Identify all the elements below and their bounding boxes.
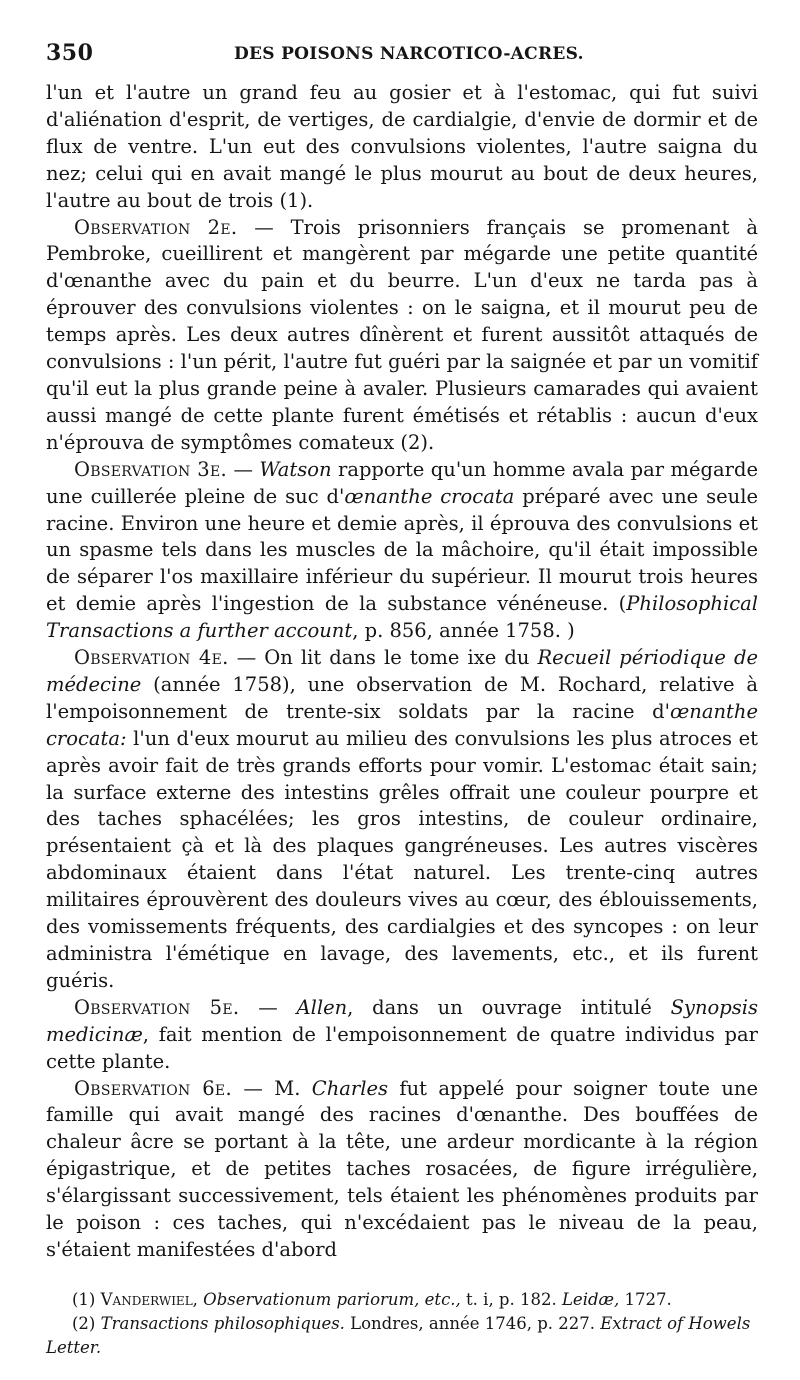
text-run: — xyxy=(227,457,260,481)
footnote-author: Vanderwiel, xyxy=(100,1290,198,1309)
text-run: — On lit dans le tome ixe du xyxy=(228,646,538,670)
footnote-extract: Extract of Howels Letter. xyxy=(46,1314,751,1357)
footnote-1 xyxy=(46,1288,758,1312)
text-run: , p. 856, année 1758. ) xyxy=(352,619,575,643)
observation-label: Observation 5e. xyxy=(74,995,240,1019)
source-title: Philosophical Transactions a further account xyxy=(46,592,758,643)
text-run: — xyxy=(239,995,297,1019)
plant-name: œnanthe crocata: xyxy=(46,699,758,750)
text-run: 1727. xyxy=(619,1290,672,1309)
observation-2 xyxy=(46,215,758,457)
text-run: fut appelé pour soigner toute une famille qui avait mangé des racines d'œnanthe. Des bouffées de chaleur âcre se portant à la tête, une ardeur mordicante à la région épigastrique, et de petites taches rosacées, de figure irrégulière, s'élargissant successivement, tels étaient les phénomènes produits par le poison : ces taches, qui n'excédaient pas le niveau de la peau, s'étaient manifestées d'abord xyxy=(46,1076,758,1261)
footnote-place: Leidæ, xyxy=(561,1290,620,1309)
observation-label: Observation 4e. xyxy=(74,646,229,670)
text-run: préparé avec une seule racine. Environ une heure et demie après, il éprouva des convulsions et un spasme tels dans les muscles de la mâchoire, qu'il était impossible de séparer l'os maxillaire inférieur du supérieur. Il mourut trois heures et demie après l'ingestion de la substance vénéneuse. ( xyxy=(46,484,758,616)
page-header xyxy=(46,40,758,70)
observation-text: — Trois prisonniers français se promenant à Pembroke, cueillirent et mangèrent par mégarde une petite quantité d'œnanthe avec du pain et du beurre. L'un d'eux ne tarda pas à éprouver des convulsions violentes : on le saigna, et il mourut peu de temps après. Les deux autres dînèrent et furent aussitôt attaqués de convulsions : l'un périt, l'autre fut guéri par la saignée et par un vomitif qu'il eut la plus grande peine à avaler. Plusieurs camarades qui avaient aussi mangé de cette plante furent émétisés et rétablis : aucun d'eux n'éprouva de symptômes comateux (2). xyxy=(46,215,758,454)
footnote-2 xyxy=(46,1312,758,1360)
footnotes xyxy=(46,1288,758,1360)
work-title: Synopsis medicinæ xyxy=(46,995,758,1046)
observation-label: Observation 2e. xyxy=(74,215,238,239)
text-run: , fait mention de l'empoisonnement de quatre individus par cette plante. xyxy=(46,1022,758,1073)
text-run: l'un d'eux mourut au milieu des convulsions les plus atroces et après avoir fait de très grands efforts pour vomir. L'estomac était sain; la surface externe des intestins grêles offrait une couleur pourpre et des taches sphacélées; les gros intestins, de couleur ordinaire, présentaient çà et là des plaques gangréneuses. Les autres viscères abdominaux étaient dans l'état naturel. Les trente-cinq autres militaires éprouvèrent des douleurs vives au cœur, des éblouissements, des vomissements fréquents, des cardialgies et des syncopes : on leur administra l'émétique en lavage, des lavements, etc., et ils furent guéris. xyxy=(46,726,758,992)
running-title: DES POISONS NARCOTICO-ACRES. xyxy=(234,44,584,64)
observation-label: Observation 6e. xyxy=(74,1076,232,1100)
journal-title: Recueil périodique de médecine xyxy=(46,646,758,696)
text-run: Londres, année 1746, p. 227. xyxy=(344,1314,601,1333)
footnote-marker: (2) xyxy=(72,1314,101,1333)
author-name: Allen xyxy=(296,995,348,1019)
observation-6 xyxy=(46,1076,758,1264)
text-run: rapporte qu'un homme avala par mégarde une cuillerée pleine de suc d' xyxy=(46,457,758,508)
footnote-work: Transactions philosophiques. xyxy=(100,1314,345,1333)
footnote-marker: (1) xyxy=(72,1290,101,1309)
footnote-work: Observationum pariorum, etc., xyxy=(197,1290,461,1309)
author-name: Charles xyxy=(311,1076,388,1100)
paragraph-continuation: l'un et l'autre un grand feu au gosier et à l'estomac, qui fut suivi d'aliénation d'esprit, de vertiges, de cardialgie, d'envie de dormir et de flux de ventre. L'un eut des convulsions violentes, l'autre saigna du nez; celui qui en avait mangé le plus mourut au bout de deux heures, l'autre au bout de trois (1). xyxy=(46,81,758,212)
body-text xyxy=(46,80,758,1264)
observation-3 xyxy=(46,457,758,645)
author-name: Watson xyxy=(259,457,332,481)
page-number: 350 xyxy=(46,40,94,66)
observation-4 xyxy=(46,645,758,995)
observation-5 xyxy=(46,995,758,1076)
text-run: , dans un ouvrage intitulé xyxy=(347,995,671,1019)
observation-label: Observation 3e. xyxy=(74,457,228,481)
text-run: — M. xyxy=(231,1076,312,1100)
text-run: t. i, p. 182. xyxy=(460,1290,562,1309)
plant-name: œnanthe crocata xyxy=(344,484,515,508)
text-run: (année 1758), une observation de M. Rochard, relative à l'empoisonnement de trente-six soldats par la racine d' xyxy=(46,672,758,723)
